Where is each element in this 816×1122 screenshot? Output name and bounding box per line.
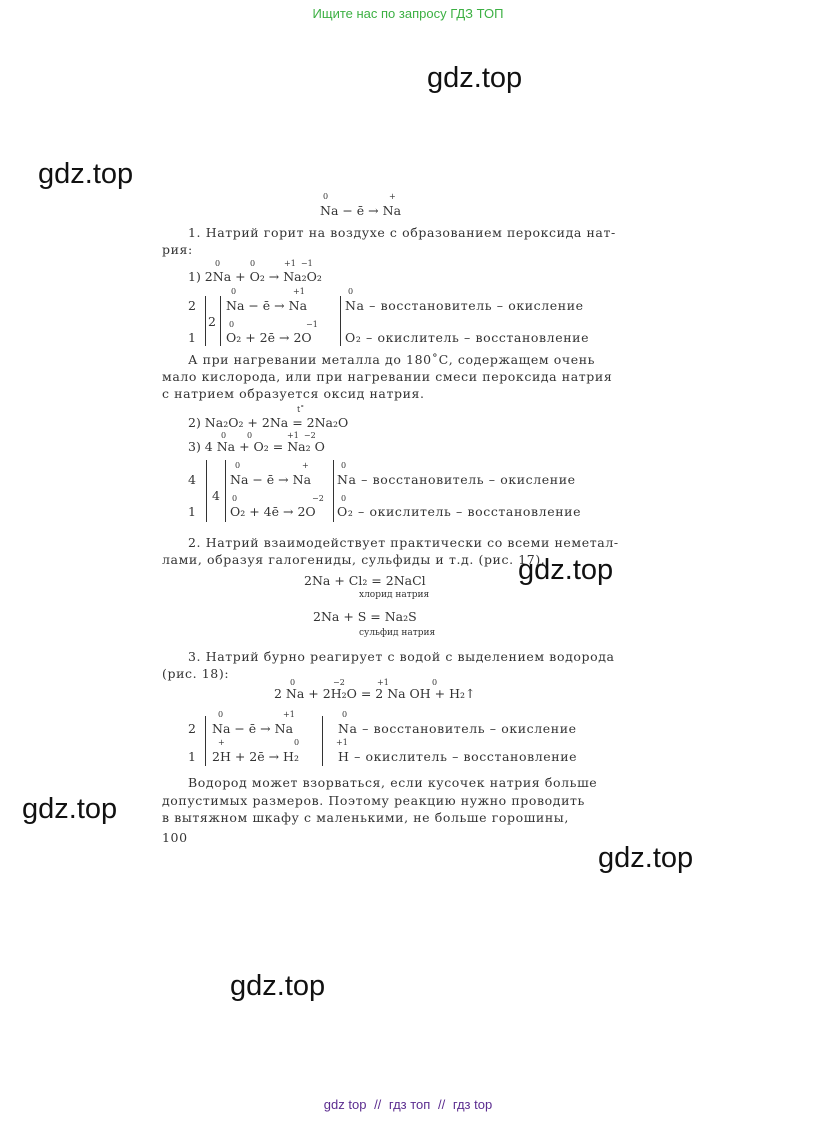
equation-1: 1) 2Na + O₂ → Na₂O₂ <box>188 269 322 284</box>
intro-equation: Na − ē → Na <box>320 203 402 218</box>
balance-1-row-1: Na − ē → Na <box>226 298 308 313</box>
balance-3-label-1: Na – восстановитель – окисление <box>338 721 577 736</box>
balance-1-label-1: Na – восстановитель – окисление <box>345 298 584 313</box>
balance-2-row-2: O₂ + 4ē → 2O <box>230 504 316 519</box>
paragraph-line: 2. Натрий взаимодействует практически со всеми неметал- <box>188 535 619 550</box>
balance-2-label-2: O₂ – окислитель – восстановление <box>337 504 582 519</box>
promo-link[interactable]: Ищите нас по запросу ГДЗ ТОП <box>312 6 504 21</box>
watermark: gdz.top <box>518 554 614 586</box>
footer-link[interactable]: gdz top <box>323 1097 367 1112</box>
equation-5-caption: сульфид натрия <box>359 628 436 638</box>
footer-links <box>0 1097 816 1112</box>
watermark: gdz.top <box>22 793 118 825</box>
balance-2-row-1: Na − ē → Na <box>230 472 312 487</box>
balance-1-row-2: O₂ + 2ē → 2O <box>226 330 312 345</box>
footer-separator: // <box>437 1097 446 1112</box>
footer-separator: // <box>374 1097 382 1112</box>
balance-3-label-2: H – окислитель – восстановление <box>338 749 578 764</box>
paragraph-line: Водород может взорваться, если кусочек натрия больше <box>188 775 598 790</box>
page-number: 100 <box>162 830 188 845</box>
watermark: gdz.top <box>427 62 523 94</box>
paragraph-line: лами, образуя галогениды, сульфиды и т.д. (рис. 17). <box>162 552 546 567</box>
equation-4-caption: хлорид натрия <box>359 590 430 600</box>
paragraph-line: А при нагревании металла до 180˚С, содержащем очень <box>188 352 596 367</box>
balance-1-label-2: O₂ – окислитель – восстановление <box>345 330 590 345</box>
equation-3: 3) 4 Na + O₂ = Na₂ O <box>188 439 325 454</box>
paragraph-line: мало кислорода, или при нагревании смеси пероксида натрия <box>162 369 613 384</box>
footer-link[interactable]: гдз top <box>452 1097 493 1112</box>
equation-4: 2Na + Cl₂ = 2NaCl <box>304 573 426 588</box>
paragraph-line: 3. Натрий бурно реагирует с водой с выделением водорода <box>188 649 615 664</box>
equation-6: 2 Na + 2H₂O = 2 Na OH + H₂↑ <box>274 686 476 701</box>
paragraph-line: допустимых размеров. Поэтому реакцию нужно проводить <box>162 793 585 808</box>
balance-2-label-1: Na – восстановитель – окисление <box>337 472 576 487</box>
equation-2: 2) Na₂O₂ + 2Na = 2Na₂O <box>188 415 349 430</box>
paragraph-line: 1. Натрий горит на воздухе с образованием пероксида нат- <box>188 225 616 240</box>
watermark: gdz.top <box>38 158 134 190</box>
paragraph-line: с натрием образуется оксид натрия. <box>162 386 425 401</box>
balance-3-row-1: Na − ē → Na <box>212 721 294 736</box>
footer-link[interactable]: гдз топ <box>388 1097 431 1112</box>
paragraph-line: в вытяжном шкафу с маленькими, не больше горошины, <box>162 810 569 825</box>
balance-3-row-2: 2H + 2ē → H₂ <box>212 749 299 764</box>
watermark: gdz.top <box>230 970 326 1002</box>
equation-5: 2Na + S = Na₂S <box>313 609 417 624</box>
paragraph-line: (рис. 18): <box>162 666 230 681</box>
watermark: gdz.top <box>598 842 694 874</box>
paragraph-line: рия: <box>162 242 193 257</box>
